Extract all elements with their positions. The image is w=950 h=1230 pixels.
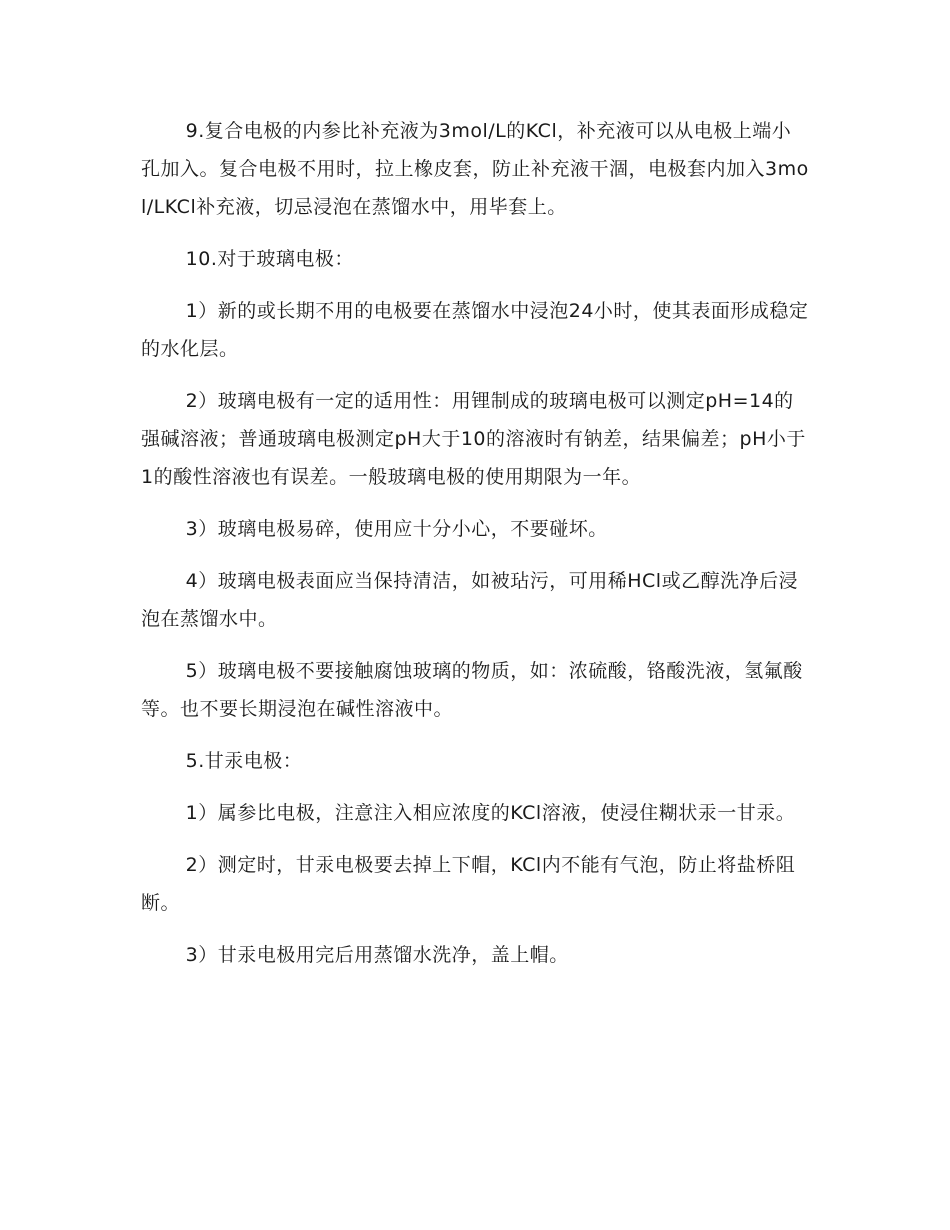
paragraph-glass-3: 3）玻璃电极易碎，使用应十分小心，不要碰坏。 xyxy=(185,518,608,540)
heading-glass-electrode: 10.对于玻璃电极： xyxy=(185,248,354,270)
paragraph-glass-5: 5）玻璃电极不要接触腐蚀玻璃的物质，如：浓硫酸，铬酸洗液，氢氟酸等。也不要长期浸泡在碱性溶液中。 xyxy=(141,660,803,720)
paragraph-glass-1: 1）新的或长期不用的电极要在蒸馏水中浸泡24小时，使其表面形成稳定的水化层。 xyxy=(141,300,809,360)
paragraph-calomel-1: 1）属参比电极，注意注入相应浓度的KCl溶液，使浸住糊状汞一甘汞。 xyxy=(185,802,796,824)
paragraph-glass-2: 2）玻璃电极有一定的适用性：用锂制成的玻璃电极可以测定pH=14的强碱溶液；普通玻璃电极测定pH大于10的溶液时有钠差，结果偏差；pH小于1的酸性溶液也有误差。一般玻璃电极的使用期限为一年。 xyxy=(141,390,806,488)
paragraph-calomel-3: 3）甘汞电极用完后用蒸馏水洗净，盖上帽。 xyxy=(185,944,569,966)
paragraph-calomel-2: 2）测定时，甘汞电极要去掉上下帽，KCl内不能有气泡，防止将盐桥阻断。 xyxy=(141,854,796,914)
heading-calomel-electrode: 5.甘汞电极： xyxy=(185,750,303,772)
paragraph-glass-4: 4）玻璃电极表面应当保持清洁，如被玷污，可用稀HCl或乙醇洗净后浸泡在蒸馏水中。 xyxy=(141,570,799,630)
document-page xyxy=(141,112,809,988)
paragraph-composite-electrode: 9.复合电极的内参比补充液为3mol/L的KCl，补充液可以从电极上端小孔加入。复合电极不用时，拉上橡皮套，防止补充液干涸，电极套内加入3mol/LKCl补充液，切忌浸泡在蒸馏水中，用毕套上。 xyxy=(141,120,809,218)
